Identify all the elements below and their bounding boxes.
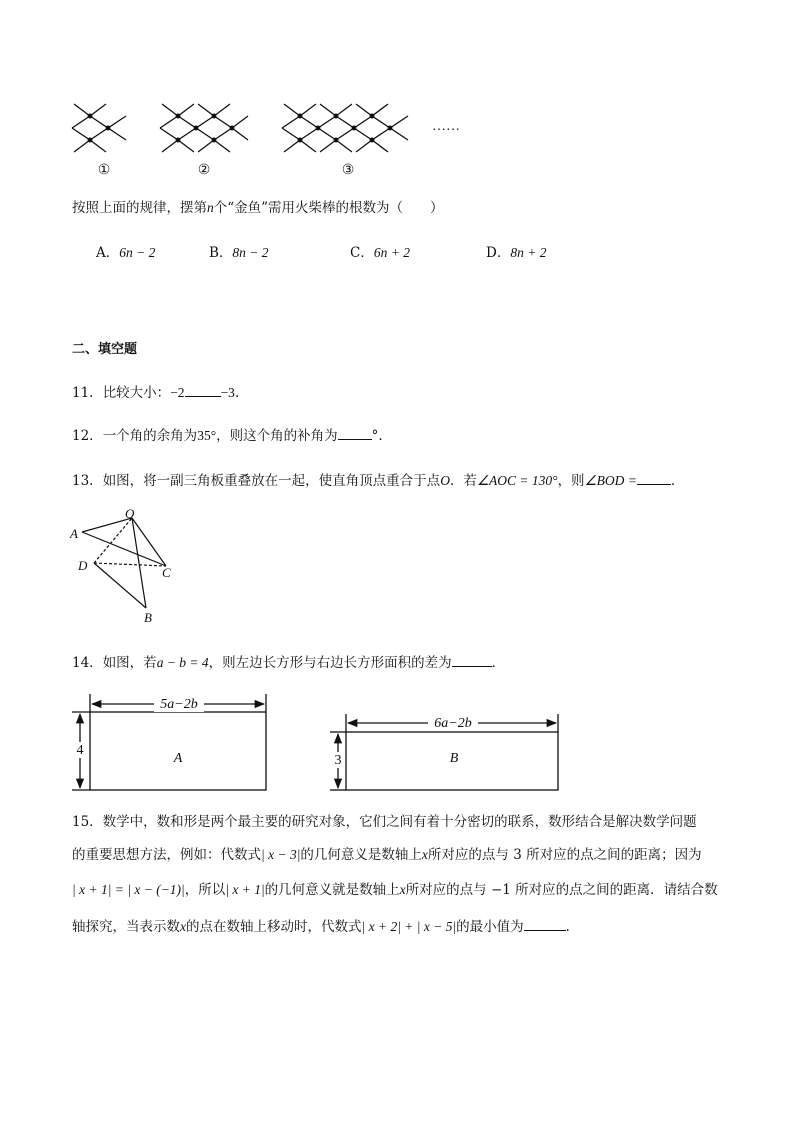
point-label-a: A <box>70 526 78 541</box>
q12-number: 12． <box>72 428 103 444</box>
point-label-c: C <box>162 565 171 580</box>
q13-text-mid: ．若 <box>449 473 477 489</box>
q12 <box>72 425 383 446</box>
rect-b-name: B <box>449 751 459 766</box>
point-label-b: B <box>144 610 152 625</box>
option-expr: 6n + 2 <box>373 245 410 260</box>
goldfish-pattern-figure <box>60 92 480 184</box>
option-letter: D． <box>486 245 511 261</box>
q15-expr-identity: | x + 1| = | x − (−1)| <box>72 882 185 897</box>
q15-line2-mid: 的几何意义是数轴上 <box>300 847 422 863</box>
fish-figure-1 <box>72 104 126 152</box>
fish-label-1: ① <box>97 163 111 178</box>
q15-var-x: x <box>399 882 406 897</box>
q13-ask: ∠BOD = <box>584 473 637 488</box>
q15-line3-post: 所对应的点与 −1 所对应的点之间的距离．请结合数 <box>405 882 718 898</box>
q14-end: ． <box>491 655 506 671</box>
q13-text-mid2: ，则 <box>557 473 585 489</box>
q10-option-d[interactable] <box>486 243 546 263</box>
q15-line2-pre: 的重要思想方法，例如：代数式 <box>72 847 261 863</box>
q15-answer-blank[interactable] <box>524 916 566 931</box>
q14-condition: a − b = 4 <box>156 655 209 670</box>
fish-label-2: ② <box>197 163 211 178</box>
q10-option-b[interactable] <box>209 243 269 263</box>
q13-text-pre: 如图，将一副三角板重叠放在一起，使直角顶点重合于点 <box>102 473 441 489</box>
segment-ob <box>132 518 146 608</box>
rect-a-height-label: 4 <box>76 743 84 758</box>
segment-do <box>94 518 132 563</box>
rect-a-name: A <box>173 751 183 766</box>
q11-end: . <box>234 385 240 401</box>
q15-line4-pre: 轴探究，当表示数 <box>72 919 180 935</box>
q12-end: °. <box>371 428 383 444</box>
q11-answer-blank[interactable] <box>185 382 221 397</box>
q14-text-pre: 如图，若 <box>102 655 157 671</box>
q15-expr-x-plus-1: | x + 1| <box>225 882 265 897</box>
q13-triangle-figure <box>68 508 198 630</box>
q12-text-mid: ，则这个角的补角为 <box>216 428 338 444</box>
fish-figure-3 <box>282 104 408 152</box>
q15-line-1: 15．数学中，数和形是两个最主要的研究对象，它们之间有着十分密切的联系，数形结合是解决数学问题 <box>72 814 697 830</box>
q10-stem-pre: 按照上面的规律，摆第 <box>72 200 207 216</box>
q10-var-n: n <box>207 200 214 215</box>
rect-b-width-label: 6a−2b <box>434 716 472 731</box>
option-letter: B． <box>209 245 233 261</box>
q14-text-post: ，则左边长方形与右边长方形面积的差为 <box>208 655 452 671</box>
q11-value-b: −3 <box>220 385 235 400</box>
q15-expr-sum-abs: | x + 2| + | x − 5| <box>361 919 457 934</box>
q13-answer-blank[interactable] <box>637 470 671 485</box>
segment-dc <box>94 563 166 566</box>
q12-text-pre: 一个角的余角为 <box>102 428 198 444</box>
q13-condition: ∠AOC = 130° <box>476 473 558 488</box>
q15-line4-mid: 的点在数轴上移动时，代数式 <box>186 919 362 935</box>
rect-a-width-label: 5a−2b <box>160 697 198 712</box>
q15-line-2 <box>72 845 702 865</box>
q12-degree: 35° <box>197 428 217 443</box>
q12-answer-blank[interactable] <box>338 425 372 440</box>
q10-stem-post: 个“金鱼”需用火柴棒的根数为（ ） <box>213 200 444 216</box>
q13 <box>72 470 684 491</box>
point-label-o: O <box>125 508 135 521</box>
q10-option-c[interactable] <box>350 243 410 263</box>
q14-rectangles-figure <box>66 686 566 798</box>
q11-value-a: −2 <box>170 385 185 400</box>
q15-line-4 <box>72 916 579 937</box>
point-label-d: D <box>78 558 88 573</box>
option-expr: 8n − 2 <box>232 245 269 260</box>
q11-text: 比较大小： <box>102 385 171 401</box>
q14-answer-blank[interactable] <box>452 652 492 667</box>
q15-var-x: x <box>421 847 428 862</box>
option-letter: A． <box>96 245 120 261</box>
option-expr: 6n − 2 <box>119 245 156 260</box>
q10-option-a[interactable] <box>96 243 155 263</box>
segment-db <box>94 563 146 608</box>
fish-ellipsis: …… <box>432 119 460 134</box>
q15-var-x: x <box>180 919 186 934</box>
section-heading-fill-in: 二、填空题 <box>72 342 138 357</box>
q13-number: 13． <box>72 473 103 489</box>
q15-line-3 <box>72 880 718 900</box>
q15-line2-post: 所对应的点与 3 所对应的点之间的距离；因为 <box>427 847 702 863</box>
option-expr: 8n + 2 <box>510 245 547 260</box>
fish-figure-2 <box>160 104 248 152</box>
q14-number: 14． <box>72 655 103 671</box>
q15-end: ． <box>565 919 580 935</box>
q11-number: 11． <box>72 385 103 401</box>
fish-label-3: ③ <box>341 163 355 178</box>
q14 <box>72 652 505 673</box>
q13-point-o: O <box>440 473 450 488</box>
rect-b-height-label: 3 <box>334 753 342 768</box>
q15-line3-mid2: 的几何意义就是数轴上 <box>264 882 400 898</box>
option-letter: C． <box>350 245 374 261</box>
q13-end: ． <box>670 473 685 489</box>
q10-stem <box>72 198 444 218</box>
q11 <box>72 382 239 403</box>
q15-line4-post: 的最小值为 <box>456 919 524 935</box>
q15-line3-mid: ，所以 <box>184 882 226 898</box>
q15-expr-x-minus-3: | x − 3| <box>261 847 301 862</box>
